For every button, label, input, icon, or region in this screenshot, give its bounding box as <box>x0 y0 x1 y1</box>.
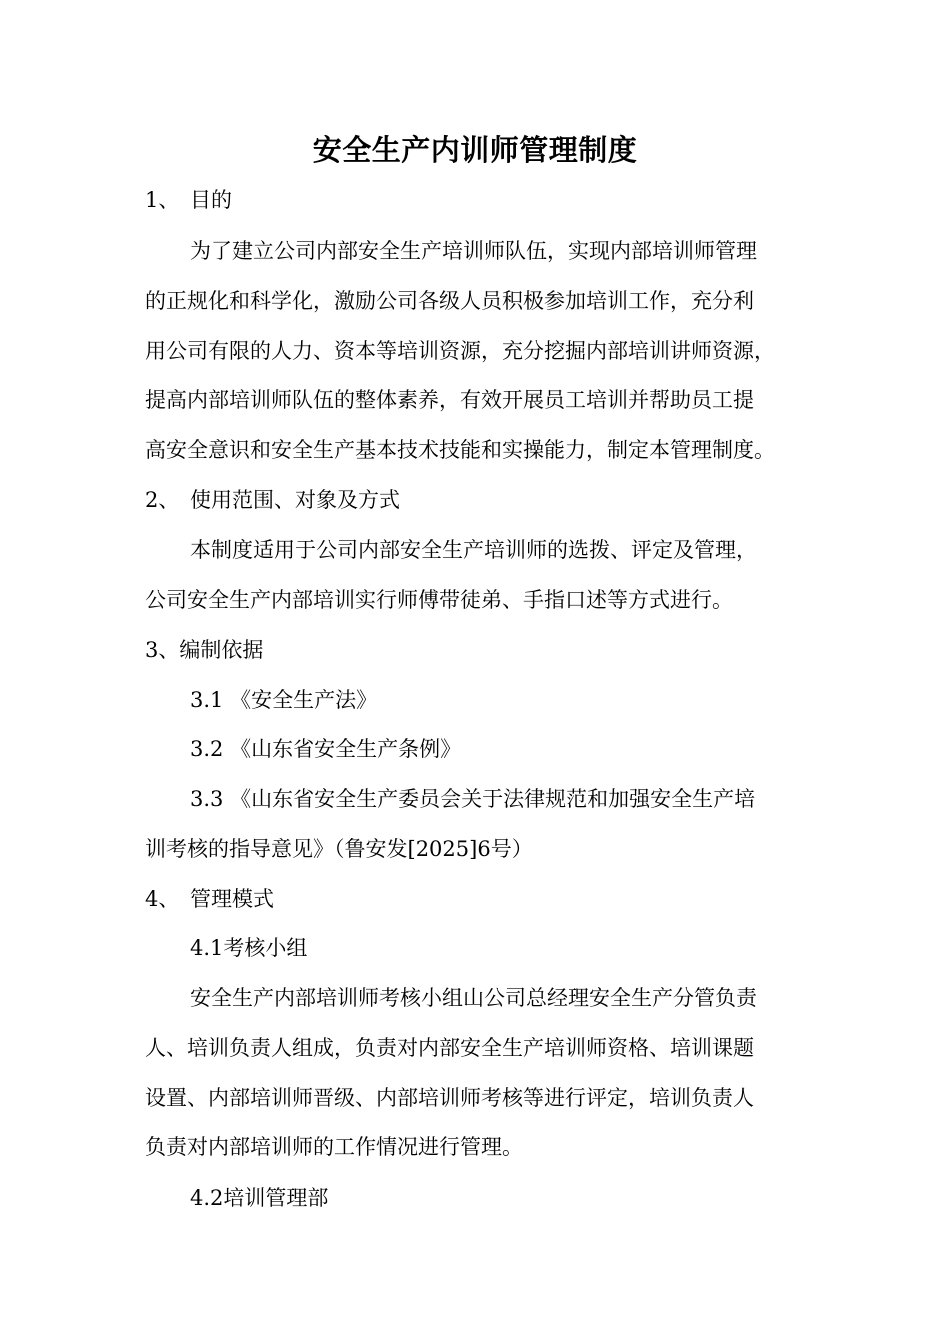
subsection-title: 4.2培训管理部 <box>190 1186 329 1210</box>
paragraph-line: 设置、内部培训师晋级、内部培训师考核等进行评定，培训负责人 <box>145 1086 754 1110</box>
paragraph-line: 本制度适用于公司内部安全生产培训师的选拨、评定及管理， <box>190 538 757 562</box>
document-title: 安全生产内训师管理制度 <box>312 133 638 167</box>
paragraph-line: 负责对内部培训师的工作情况进行管理。 <box>145 1135 523 1159</box>
paragraph-line: 提高内部培训师队伍的整体素养，有效开展员工培训并帮助员工提 <box>145 388 754 412</box>
subsection-title: 4.1考核小组 <box>190 936 308 960</box>
section-title: 管理模式 <box>190 887 274 911</box>
paragraph-line: 为了建立公司内部安全生产培训师队伍，实现内部培训师管理 <box>190 239 757 263</box>
paragraph-line: 人、培训负责人组成，负责对内部安全生产培训师资格、培训课题 <box>145 1036 754 1060</box>
section-3-heading: 3、编制依据 <box>145 638 264 662</box>
paragraph-line: 高安全意识和安全生产基本技术技能和实操能力，制定本管理制度。 <box>145 438 775 462</box>
paragraph-line: 的正规化和科学化，激励公司各级人员积极参加培训工作，充分利 <box>145 289 754 313</box>
section-number: 4、 <box>145 887 180 911</box>
section-title: 使用范围、对象及方式 <box>190 488 400 512</box>
reference-item: 3.2 《山东省安全生产条例》 <box>190 737 462 761</box>
paragraph-line: 安全生产内部培训师考核小组山公司总经理安全生产分管负责 <box>190 986 757 1010</box>
section-4-heading <box>145 884 274 914</box>
reference-item: 3.3 《山东省安全生产委员会关于法律规范和加强安全生产培 <box>190 787 756 811</box>
paragraph-line: 公司安全生产内部培训实行师傅带徒弟、手指口述等方式进行。 <box>145 588 733 612</box>
reference-item-continued: 训考核的指导意见》（鲁安发[2025]6号） <box>145 837 533 861</box>
paragraph-line: 用公司有限的人力、资本等培训资源，充分挖掘内部培训讲师资源， <box>145 339 775 363</box>
section-1-heading <box>145 185 232 215</box>
section-title: 目的 <box>190 188 232 212</box>
section-2-heading <box>145 485 400 515</box>
section-number: 1、 <box>145 188 180 212</box>
section-number: 2、 <box>145 488 180 512</box>
reference-item: 3.1 《安全生产法》 <box>190 688 378 712</box>
